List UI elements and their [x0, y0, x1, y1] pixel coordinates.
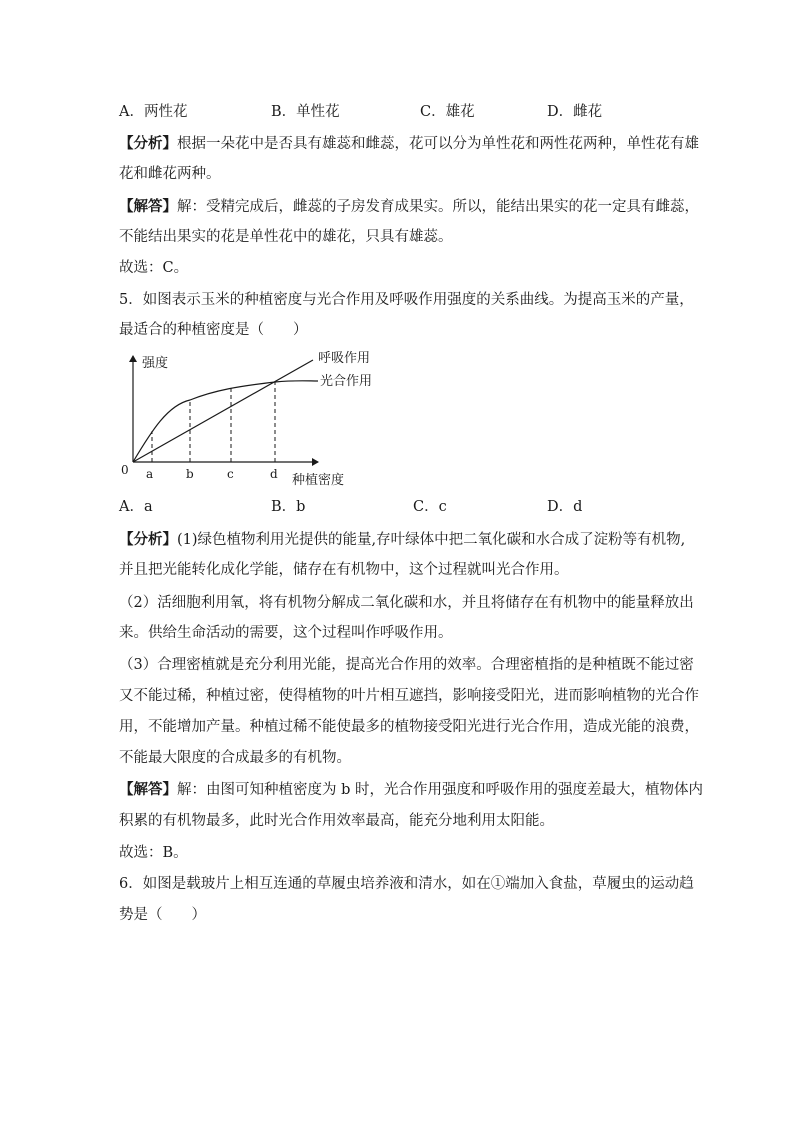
series-label-photosynthesis: 光合作用 [320, 374, 373, 389]
q4-options [119, 102, 719, 122]
q4-analysis-line-2: 花和雌花两种。 [119, 166, 221, 182]
q6-question-line-2: 势是（ ） [119, 907, 206, 923]
q5-answer-tag: 【解答】 [119, 781, 177, 798]
q5-answer-line-1: 【解答】解：由图可知种植密度为 b 时，光合作用强度和呼吸作用的强度差最大，植物体内 [119, 781, 703, 798]
q5-question-line-2: 最适合的种植密度是（ ） [119, 322, 308, 338]
x-axis-label: 种植密度 [292, 473, 345, 488]
q4-analysis-line-1: 【分析】根据一朵花中是否具有雄蕊和雌蕊，花可以分为单性花和两性花两种，单性花有雄 [119, 135, 699, 152]
q4-answer-line-1: 【解答】解：受精完成后，雌蕊的子房发育成果实。所以，能结出果实的花一定具有雌蕊， [119, 198, 699, 215]
q4-option-d[interactable]: D．雌花 [547, 104, 603, 120]
y-axis-label: 强度 [142, 356, 169, 371]
q4-answer-line-2: 不能结出果实的花是单性花中的雄花，只具有雄蕊。 [119, 229, 453, 245]
photosynthesis-curve [133, 381, 318, 462]
q5-option-c[interactable]: C．c [413, 499, 447, 515]
origin-label: 0 [121, 463, 129, 477]
q6-question-line-1: 6．如图是载玻片上相互连通的草履虫培养液和清水，如在①端加入食盐，草履虫的运动趋 [119, 876, 694, 892]
q5-analysis-tag: 【分析】 [119, 531, 177, 548]
q4-option-b[interactable]: B．单性花 [271, 104, 340, 120]
q4-option-a[interactable]: A．两性花 [119, 104, 188, 120]
q5-option-a[interactable]: A．a [119, 499, 153, 515]
q4-analysis-tag: 【分析】 [119, 135, 177, 152]
q5-option-b[interactable]: B．b [271, 499, 306, 515]
q5-analysis-line-2: 并且把光能转化成化学能，储存在有机物中，这个过程就叫光合作用。 [119, 562, 569, 578]
q5-options [119, 497, 719, 517]
q4-option-c[interactable]: C．雄花 [420, 104, 475, 120]
tick-a: a [146, 467, 154, 481]
q5-analysis-line-4: 来。供给生命活动的需要，这个过程叫作呼吸作用。 [119, 625, 453, 641]
q5-analysis-line-5: （3）合理密植就是充分利用光能，提高光合作用的效率。合理密植指的是种植既不能过密 [119, 657, 694, 673]
tick-b: b [186, 467, 194, 481]
q5-result: 故选：B。 [119, 845, 188, 861]
q5-analysis-line-3: （2）活细胞利用氧，将有机物分解成二氧化碳和水，并且将储存在有机物中的能量释放出 [119, 595, 694, 611]
q4-result: 故选：C。 [119, 260, 189, 276]
tick-c: c [227, 467, 234, 481]
q5-answer-line-2: 积累的有机物最多，此时光合作用效率最高，能充分地利用太阳能。 [119, 813, 554, 829]
q4-answer-tag: 【解答】 [119, 198, 177, 215]
q5-analysis-line-1: 【分析】(1)绿色植物利用光提供的能量,存叶绿体中把二氧化碳和水合成了淀粉等有机物, [119, 531, 686, 548]
respiration-line [133, 360, 313, 462]
q5-analysis-line-8: 不能最大限度的合成最多的有机物。 [119, 750, 351, 766]
q5-option-d[interactable]: D．d [547, 499, 583, 515]
density-intensity-figure [112, 346, 392, 494]
q5-analysis-line-6: 又不能过稀，种植过密，使得植物的叶片相互遮挡，影响接受阳光，进而影响植物的光合作 [119, 688, 699, 704]
series-label-respiration: 呼吸作用 [318, 351, 371, 366]
q5-analysis-line-7: 用，不能增加产量。种植过稀不能使最多的植物接受阳光进行光合作用，造成光能的浪费， [119, 719, 699, 735]
tick-d: d [270, 467, 278, 481]
q5-question-line-1: 5．如图表示玉米的种植密度与光合作用及呼吸作用强度的关系曲线。为提高玉米的产量， [119, 292, 694, 308]
